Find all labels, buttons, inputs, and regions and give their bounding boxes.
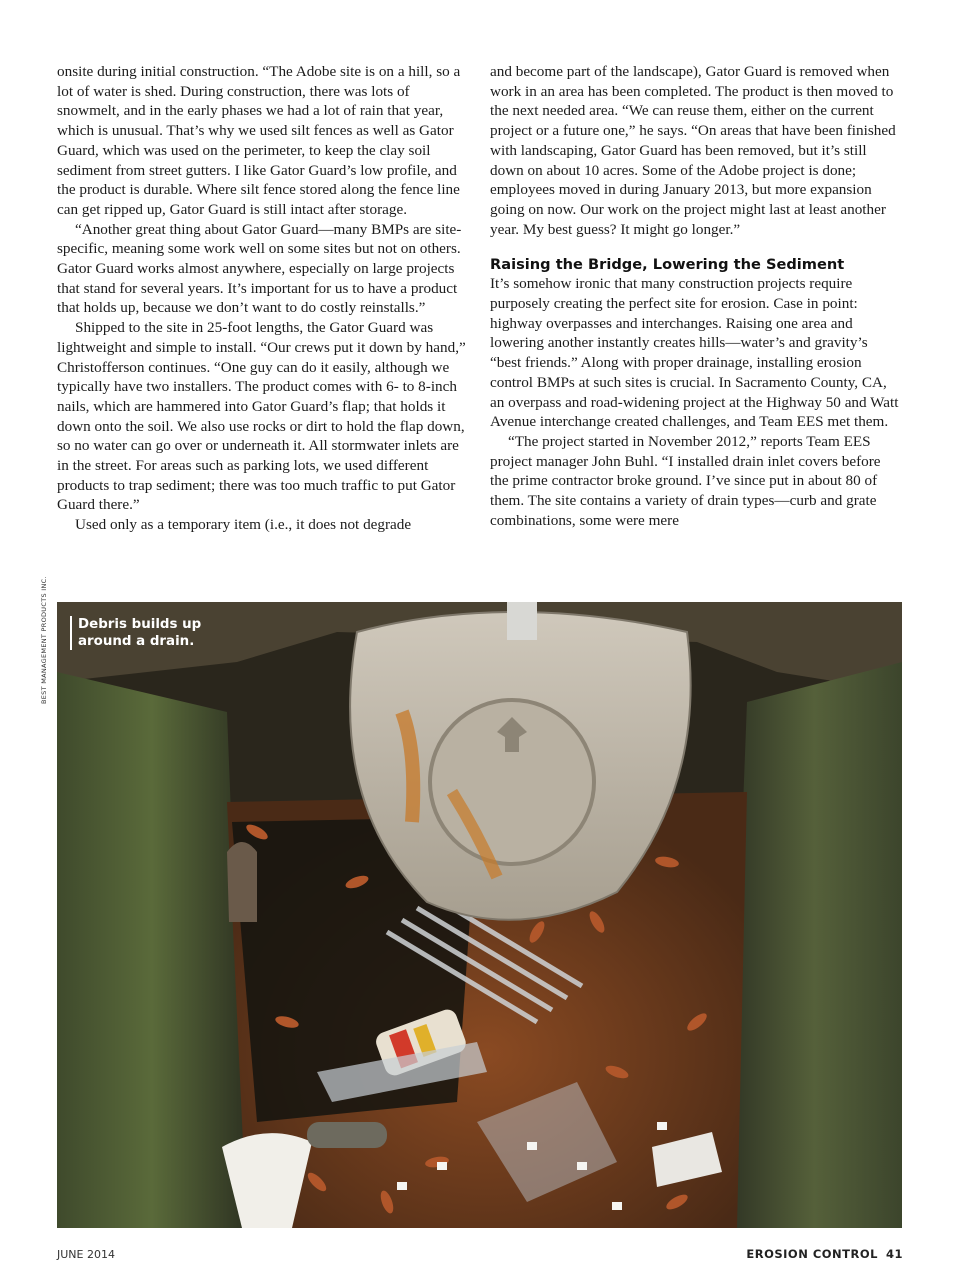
article-left-column — [57, 62, 469, 535]
photo-caption: Debris builds up around a drain. — [70, 616, 238, 650]
photo-credit: BEST MANAGEMENT PRODUCTS INC. — [40, 576, 48, 704]
paragraph: It’s somehow ironic that many construction projects require purposely creating the perfect site for erosion. Case in point: highway overpasses and interchanges. Raising one area and lowering another instantly creates hills—water’s and gravity’s “best friends.” Along with proper drainage, installing erosion control BMPs at such sites is crucial. In Sacramento County, CA, an overpass and road-widening project at the Highway 50 and Watt Avenue interchange created challenges, and Team EES met them. — [490, 275, 899, 431]
issue-date: JUNE 2014 — [57, 1248, 115, 1261]
drain-debris-photo — [57, 602, 902, 1228]
paragraph: Used only as a temporary item (i.e., it does not degrade — [75, 516, 412, 534]
page-footer — [746, 1247, 903, 1261]
paragraph: “Another great thing about Gator Guard—many BMPs are site-specific, meaning some work well on some sites but not on others. Gator Guard works almost anywhere, especially on large projects that stand for several years. It’s important for us to have a product that holds up, because we don’t want to do costly reinstalls.” — [57, 220, 462, 317]
paragraph: Shipped to the site in 25-foot lengths, the Gator Guard was lightweight and simple to install. “Our crews put it down by hand,” Christofferson continues. “One guy can do it easily, although we typically have two installers. The product comes with 6- to 8-inch nails, which are hammered into Gator Guard’s flap; that holds it down onto the soil. We also use rocks or dirt to hold the flap down, so no water can go over or underneath it. All stormwater inlets are in the street. For areas such as parking lots, we used different products to trap sediment; there was too much traffic to put Gator Guard there.” — [57, 319, 466, 514]
page-number: 41 — [885, 1247, 903, 1261]
article-right-column — [490, 62, 902, 530]
magazine-name: EROSION CONTROL — [746, 1247, 878, 1261]
paragraph: “The project started in November 2012,” reports Team EES project manager John Buhl. “I installed drain inlet covers before the prime contractor broke ground. I’ve since put in about 80 of them. The site contains a variety of drain types—curb and grate combinations, some were mere — [490, 432, 881, 529]
section-subheading: Raising the Bridge, Lowering the Sediment — [490, 256, 845, 274]
paragraph: and become part of the landscape), Gator Guard is removed when work in an area has been completed. The product is then moved to the next needed area. “We can reuse them, either on the current project or a future one,” he says. “On areas that have been finished with landscaping, Gator Guard has been removed, but it’s still down on about 10 acres. Some of the Adobe project is done; employees moved in during January 2013, but more expansion going on now. Our work on the project might last at least another year. My best guess? It might go longer.” — [490, 63, 896, 238]
paragraph: onsite during initial construction. “The Adobe site is on a hill, so a lot of water is shed. During construction, there was lots of snowmelt, and in the early phases we had a lot of rain that year, which is unusual. That’s why we used silt fences as well as Gator Guard, which was used on the perimeter, to keep the clay soil sediment from street gutters. I like Gator Guard’s low profile, and the product is durable. Where silt fence stored along the fence line can get ripped up, Gator Guard is still intact after storage. — [57, 63, 461, 218]
